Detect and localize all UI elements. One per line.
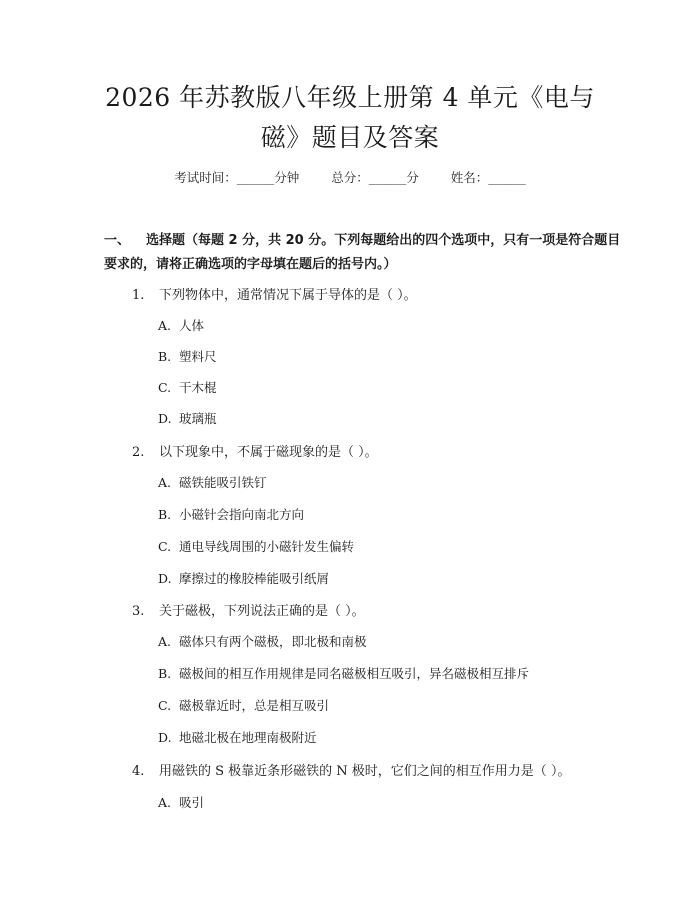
option-letter: A. xyxy=(158,475,172,490)
option-text: 磁体只有两个磁极，即北极和南极 xyxy=(179,634,367,649)
option-letter: B. xyxy=(158,666,172,681)
option-text: 磁极间的相互作用规律是同名磁极相互吸引，异名磁极相互排斥 xyxy=(179,666,530,681)
option-text: 塑料尺 xyxy=(179,349,217,364)
exam-meta xyxy=(0,168,700,186)
question-number: 3. xyxy=(132,604,145,619)
option-1b xyxy=(158,347,217,365)
section-heading xyxy=(104,229,624,277)
exam-name: 姓名：______ xyxy=(450,170,526,185)
option-text: 摩擦过的橡胶棒能吸引纸屑 xyxy=(179,571,330,586)
question-text: 下列物体中，通常情况下属于导体的是（ ）。 xyxy=(159,288,417,303)
option-2d xyxy=(158,569,329,587)
section-instructions: 选择题（每题 2 分，共 20 分。下列每题给出的四个选项中，只有一项是符合题目要求的，请将正确选项的字母填在题后的括号内。） xyxy=(104,233,621,272)
option-3a xyxy=(158,632,367,650)
question-number: 2. xyxy=(132,445,145,460)
option-letter: C. xyxy=(158,539,172,554)
option-letter: A. xyxy=(158,795,172,810)
option-1d xyxy=(158,409,217,427)
title-line-1: 2026 年苏教版八年级上册第 4 单元《电与 xyxy=(105,83,595,112)
option-letter: C. xyxy=(158,698,172,713)
option-letter: D. xyxy=(158,571,172,586)
question-4 xyxy=(132,760,570,779)
option-2a xyxy=(158,473,267,491)
option-letter: C. xyxy=(158,380,172,395)
option-text: 磁极靠近时，总是相互吸引 xyxy=(179,698,330,713)
option-text: 磁铁能吸引铁钉 xyxy=(179,475,267,490)
option-3c xyxy=(158,696,329,714)
question-3 xyxy=(132,600,365,619)
option-text: 通电导线周围的小磁针发生偏转 xyxy=(179,539,355,554)
option-4a xyxy=(158,793,204,811)
question-2 xyxy=(132,441,378,460)
option-text: 地磁北极在地理南极附近 xyxy=(179,730,317,745)
option-1a xyxy=(158,316,204,334)
option-letter: D. xyxy=(158,411,172,426)
option-1c xyxy=(158,378,217,396)
question-text: 用磁铁的 S 极靠近条形磁铁的 N 极时，它们之间的相互作用力是（ ）。 xyxy=(159,764,571,779)
section-number: 一、 xyxy=(104,233,131,248)
question-1 xyxy=(132,284,417,303)
option-2c xyxy=(158,537,354,555)
question-text: 关于磁极，下列说法正确的是（ ）。 xyxy=(159,604,365,619)
option-text: 人体 xyxy=(179,318,205,333)
question-text: 以下现象中，不属于磁现象的是（ ）。 xyxy=(159,445,378,460)
option-letter: A. xyxy=(158,634,172,649)
exam-time: 考试时间：______分钟 xyxy=(174,170,300,185)
option-text: 小磁针会指向南北方向 xyxy=(179,507,305,522)
option-3b xyxy=(158,664,529,682)
option-letter: D. xyxy=(158,730,172,745)
exam-score: 总分：______分 xyxy=(331,170,419,185)
option-letter: B. xyxy=(158,349,172,364)
option-text: 吸引 xyxy=(179,795,205,810)
option-3d xyxy=(158,728,317,746)
option-letter: A. xyxy=(158,318,172,333)
title-line-2: 磁》题目及答案 xyxy=(260,123,440,152)
option-2b xyxy=(158,505,304,523)
question-number: 4. xyxy=(132,764,145,779)
option-letter: B. xyxy=(158,507,172,522)
option-text: 玻璃瓶 xyxy=(179,411,217,426)
question-number: 1. xyxy=(132,288,145,303)
document-title xyxy=(0,78,700,158)
option-text: 干木棍 xyxy=(179,380,217,395)
